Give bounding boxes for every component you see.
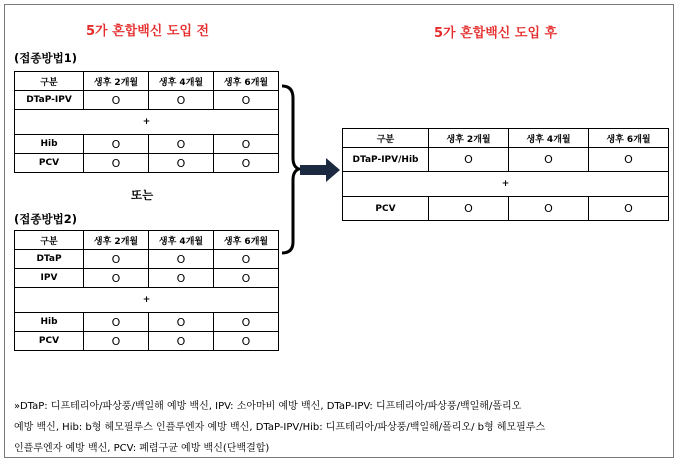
dose-mark: O — [214, 91, 279, 110]
dose-mark: O — [214, 332, 279, 351]
vaccine-name: Hib — [15, 135, 84, 154]
dose-mark: O — [509, 197, 589, 221]
table-row — [343, 197, 669, 221]
title-before: 5가 혼합백신 도입 전 — [86, 24, 210, 39]
dose-mark: O — [84, 269, 149, 288]
header-row — [343, 129, 669, 148]
title-after: 5가 혼합백신 도입 후 — [434, 26, 558, 41]
or-label: 또는 — [131, 188, 154, 202]
dose-mark: O — [84, 250, 149, 269]
dose-mark: O — [84, 154, 149, 173]
dose-mark: O — [214, 250, 279, 269]
header-cell: 생후 2개월 — [84, 72, 149, 91]
dose-mark: O — [149, 135, 214, 154]
footnote-line: 예방 백신, Hib: b형 헤모필루스 인플루엔자 예방 백신, DTaP-IPV/Hib: 디프테리아/파상풍/백일해/폴리오/ b형 헤모필루스 — [14, 422, 546, 433]
dose-mark: O — [149, 332, 214, 351]
vaccine-name: PCV — [15, 154, 84, 173]
plus-sign: + — [15, 110, 279, 135]
dose-mark: O — [214, 154, 279, 173]
dose-mark: O — [149, 91, 214, 110]
header-cell: 생후 4개월 — [149, 72, 214, 91]
dose-mark: O — [589, 148, 669, 172]
footnote — [14, 396, 670, 459]
brace-shape — [282, 86, 299, 253]
dose-mark: O — [214, 269, 279, 288]
after-table — [342, 128, 669, 221]
header-cell: 생후 2개월 — [84, 231, 149, 250]
plus-row — [343, 172, 669, 197]
dose-mark: O — [509, 148, 589, 172]
dose-mark: O — [429, 197, 509, 221]
table-row — [343, 148, 669, 172]
header-cell: 생후 6개월 — [214, 72, 279, 91]
dose-mark: O — [149, 154, 214, 173]
dose-mark: O — [149, 313, 214, 332]
header-cell: 생후 6개월 — [214, 231, 279, 250]
header-cell: 생후 4개월 — [509, 129, 589, 148]
header-cell: 생후 6개월 — [589, 129, 669, 148]
vaccine-name: PCV — [343, 197, 429, 221]
header-cell: 구분 — [15, 231, 84, 250]
vaccine-name: DTaP-IPV — [15, 91, 84, 110]
vaccine-name: PCV — [15, 332, 84, 351]
dose-mark: O — [149, 269, 214, 288]
vaccine-name: IPV — [15, 269, 84, 288]
footnote-line: »DTaP: 디프테리아/파상풍/백일해 예방 백신, IPV: 소아마비 예방 백신, DTaP-IPV: 디프테리아/파상풍/백일해/폴리오 — [14, 401, 522, 412]
plus-sign: + — [15, 288, 279, 313]
header-cell: 생후 4개월 — [149, 231, 214, 250]
vaccine-name: Hib — [15, 313, 84, 332]
arrow-right-icon — [300, 158, 340, 182]
header-cell: 생후 2개월 — [429, 129, 509, 148]
dose-mark: O — [149, 250, 214, 269]
dose-mark: O — [84, 91, 149, 110]
dose-mark: O — [214, 313, 279, 332]
method2-label: (접종방법2) — [14, 212, 77, 226]
header-cell: 구분 — [15, 72, 84, 91]
dose-mark: O — [429, 148, 509, 172]
vaccine-name: DTaP — [15, 250, 84, 269]
header-cell: 구분 — [343, 129, 429, 148]
dose-mark: O — [84, 313, 149, 332]
method1-label: (접종방법1) — [14, 51, 77, 65]
dose-mark: O — [214, 135, 279, 154]
dose-mark: O — [84, 332, 149, 351]
vaccine-name: DTaP-IPV/Hib — [343, 148, 429, 172]
plus-sign: + — [343, 172, 669, 197]
dose-mark: O — [84, 135, 149, 154]
dose-mark: O — [589, 197, 669, 221]
footnote-line: 인플루엔자 예방 백신, PCV: 폐렴구균 예방 백신(단백결합) — [14, 443, 270, 454]
